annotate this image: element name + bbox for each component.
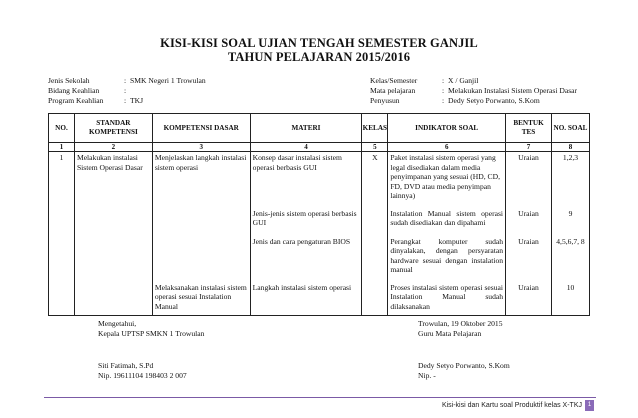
cell-no-soal: 4,5,6,7, 8 — [551, 236, 589, 282]
info-value: X / Ganjil — [448, 76, 479, 85]
info-colon: : — [124, 96, 127, 105]
cell-kelas — [362, 236, 388, 282]
table-row — [49, 282, 590, 316]
info-colon: : — [442, 96, 445, 105]
info-value: Melakukan Instalasi Sistem Operasi Dasar — [448, 86, 578, 95]
info-colon: : — [442, 76, 445, 85]
header-kompetensi-dasar: KOMPETENSI DASAR — [152, 114, 250, 143]
cell-kompetensi-dasar — [152, 236, 250, 282]
document-title: KISI-KISI SOAL UJIAN TENGAH SEMESTER GANJIL — [160, 36, 478, 50]
signature-role: Kepala UPTSP SMKN 1 Trowulan — [98, 329, 205, 338]
cell-no — [49, 236, 75, 282]
info-label: Bidang Keahlian — [48, 86, 100, 95]
info-label: Jenis Sekolah — [48, 76, 90, 85]
column-number: 3 — [152, 143, 250, 152]
cell-indikator-soal: Instalation Manual sistem operasi sudah disediakan dan dipahami — [388, 208, 506, 236]
info-row-kelas-semester — [370, 76, 577, 86]
cell-standar-kompetensi: Melakukan instalasi Sistem Operasi Dasar — [74, 152, 152, 208]
page-footer — [0, 397, 638, 418]
signature-nip: Nip. 19611104 198403 2 007 — [98, 371, 187, 380]
header-no-soal: NO. SOAL — [551, 114, 589, 143]
signature-principal — [98, 319, 204, 381]
info-colon: : — [124, 86, 127, 95]
header-no: NO. — [49, 114, 75, 143]
column-number: 6 — [388, 143, 506, 152]
footer-divider — [44, 397, 596, 398]
cell-kelas — [362, 208, 388, 236]
cell-kompetensi-dasar: Menjelaskan langkah instalasi sistem operasi — [152, 152, 250, 208]
cell-no — [49, 282, 75, 316]
signature-role: Guru Mata Pelajaran — [418, 329, 482, 338]
signature-place-date: Trowulan, 19 Oktober 2015 — [418, 319, 503, 328]
info-row-bidang-keahlian — [48, 86, 206, 96]
table-row — [49, 152, 590, 208]
kisi-kisi-table — [48, 113, 590, 316]
cell-standar-kompetensi — [74, 282, 152, 316]
info-row-mata-pelajaran — [370, 86, 577, 96]
cell-standar-kompetensi — [74, 208, 152, 236]
signature-greeting: Mengetahui, — [98, 319, 137, 328]
cell-no: 1 — [49, 152, 75, 208]
column-number: 4 — [250, 143, 362, 152]
cell-kelas — [362, 282, 388, 316]
cell-indikator-soal: Paket instalasi sistem operasi yang legal disediakan dalam media penyimpanan yang sesuai (HD, CD, FD, DVD atau media penyimpan lainnya) — [388, 152, 506, 208]
header-bentuk-tes: BENTUK TES — [506, 114, 552, 143]
header-kelas: KELAS — [362, 114, 388, 143]
cell-kelas: X — [362, 152, 388, 208]
cell-no-soal: 10 — [551, 282, 589, 316]
page-number: 1 — [585, 400, 594, 411]
column-number: 5 — [362, 143, 388, 152]
info-label: Program Keahlian — [48, 96, 104, 105]
cell-standar-kompetensi — [74, 236, 152, 282]
table-row — [49, 236, 590, 282]
header-indikator-soal: INDIKATOR SOAL — [388, 114, 506, 143]
cell-no — [49, 208, 75, 236]
signature-name: Siti Fatimah, S.Pd — [98, 361, 154, 370]
signature-nip: Nip. - — [418, 371, 436, 380]
info-row-penyusun — [370, 96, 577, 106]
info-row-program-keahlian — [48, 96, 206, 106]
signature-teacher — [418, 319, 510, 381]
footer-caption: Kisi-kisi dan Kartu soal Produktif kelas X-TKJ — [441, 402, 582, 409]
header-materi: MATERI — [250, 114, 362, 143]
cell-bentuk-tes: Uraian — [506, 282, 552, 316]
course-info — [370, 76, 577, 106]
info-colon: : — [124, 76, 127, 85]
info-colon: : — [442, 86, 445, 95]
info-label: Kelas/Semester — [370, 76, 418, 85]
column-number: 7 — [506, 143, 552, 152]
header-standar-kompetensi: STANDAR KOMPETENSI — [74, 114, 152, 143]
cell-bentuk-tes: Uraian — [506, 208, 552, 236]
signature-name: Dedy Setyo Porwanto, S.Kom — [418, 361, 510, 370]
cell-kompetensi-dasar — [152, 208, 250, 236]
info-value: TKJ — [130, 96, 144, 105]
cell-no-soal: 9 — [551, 208, 589, 236]
column-number: 8 — [551, 143, 589, 152]
cell-bentuk-tes: Uraian — [506, 236, 552, 282]
info-value: Dedy Setyo Porwanto, S.Kom — [448, 96, 540, 105]
info-value: SMK Negeri 1 Trowulan — [130, 76, 206, 85]
info-label: Penyusun — [370, 96, 400, 105]
table-header-row — [49, 114, 590, 143]
info-label: Mata pelajaran — [370, 86, 416, 95]
school-info — [48, 76, 206, 106]
document-subtitle: TAHUN PELAJARAN 2015/2016 — [227, 50, 411, 64]
cell-materi: Jenis-jenis sistem operasi berbasis GUI — [250, 208, 362, 236]
cell-materi: Langkah instalasi sistem operasi — [250, 282, 362, 316]
info-row-jenis-sekolah — [48, 76, 206, 86]
cell-materi: Konsep dasar instalasi sistem operasi berbasis GUI — [250, 152, 362, 208]
cell-indikator-soal: Perangkat komputer sudah dinyalakan, dengan persyaratan hardware sesuai dengan instalation manual — [388, 236, 506, 282]
cell-bentuk-tes: Uraian — [506, 152, 552, 208]
column-number: 2 — [74, 143, 152, 152]
cell-kompetensi-dasar: Melaksanakan instalasi sistem operasi sesuai Instalation Manual — [152, 282, 250, 316]
table-row — [49, 208, 590, 236]
column-number-row — [49, 143, 590, 152]
cell-no-soal: 1,2,3 — [551, 152, 589, 208]
column-number: 1 — [49, 143, 75, 152]
cell-indikator-soal: Proses instalasi sistem operasi sesuai Instalation Manual sudah dilaksanakan — [388, 282, 506, 316]
cell-materi: Jenis dan cara pengaturan BIOS — [250, 236, 362, 282]
